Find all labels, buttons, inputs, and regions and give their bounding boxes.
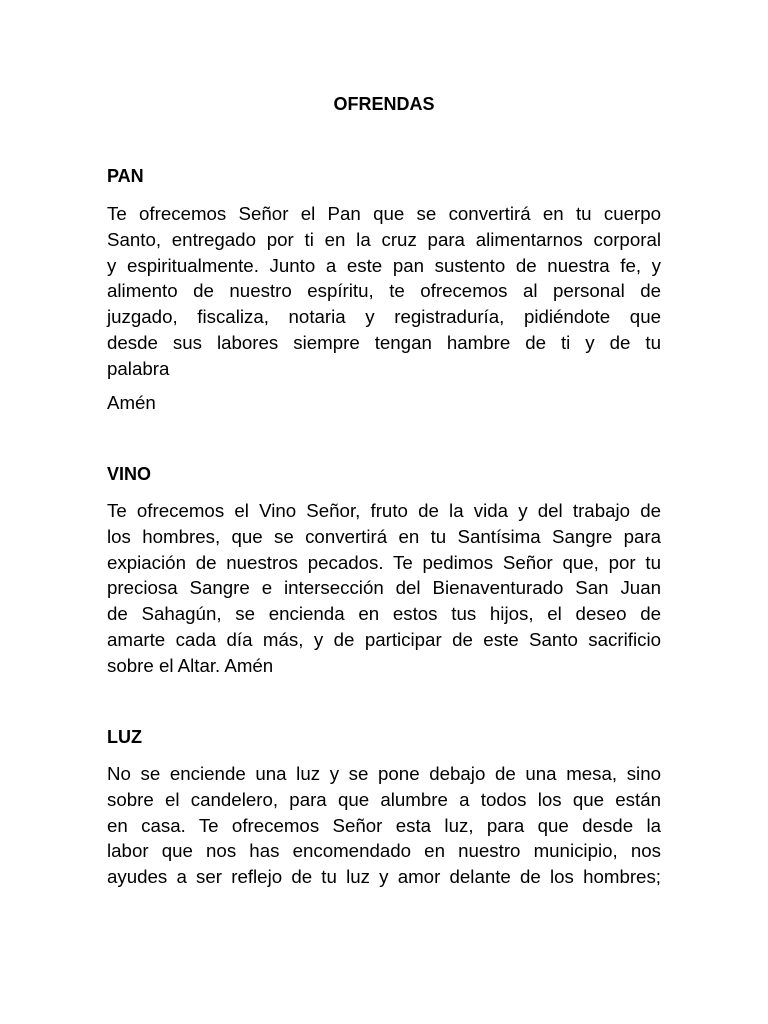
paragraph-line: de Sahagún, se encienda en estos tus hijos, el deseo de bbox=[107, 603, 661, 625]
paragraph-line: juzgado, fiscaliza, notaria y registraduría, pidiéndote que bbox=[107, 306, 661, 328]
paragraph-line: preciosa Sangre e intersección del Bienaventurado San Juan bbox=[107, 577, 661, 599]
paragraph-line: expiación de nuestros pecados. Te pedimos Señor que, por tu bbox=[107, 551, 661, 573]
paragraph-line: desde sus labores siempre tengan hambre de ti y de tu bbox=[107, 331, 661, 353]
section-closing-pan: Amén bbox=[107, 392, 156, 413]
section-body-vino bbox=[107, 498, 661, 679]
paragraph-line: labor que nos has encomendado en nuestro municipio, nos bbox=[107, 840, 661, 862]
paragraph-line: los hombres, que se convertirá en tu Santísima Sangre para bbox=[107, 525, 661, 547]
paragraph-line: palabra bbox=[107, 357, 170, 379]
section-body-pan bbox=[107, 201, 661, 382]
paragraph-line: Te ofrecemos Señor el Pan que se convertirá en tu cuerpo bbox=[107, 203, 661, 224]
paragraph-line: sobre el Altar. Amén bbox=[107, 654, 274, 676]
section-heading-luz: LUZ bbox=[107, 727, 142, 747]
paragraph-line: alimento de nuestro espíritu, te ofrecemos al personal de bbox=[107, 280, 661, 302]
section-heading-vino: VINO bbox=[107, 464, 152, 484]
section-heading-pan: PAN bbox=[107, 166, 144, 186]
section-body-luz bbox=[107, 761, 661, 890]
paragraph-line: Te ofrecemos el Vino Señor, fruto de la vida y del trabajo de bbox=[107, 500, 661, 521]
paragraph-line: sobre el candelero, para que alumbre a todos los que están bbox=[107, 788, 661, 810]
paragraph-line: y espiritualmente. Junto a este pan sustento de nuestra fe, y bbox=[107, 254, 661, 276]
paragraph-line: No se enciende una luz y se pone debajo de una mesa, sino bbox=[107, 763, 661, 784]
paragraph-line: amarte cada día más, y de participar de este Santo sacrificio bbox=[107, 628, 661, 650]
paragraph-line: ayudes a ser reflejo de tu luz y amor delante de los hombres; bbox=[107, 866, 661, 888]
paragraph-line: Santo, entregado por ti en la cruz para alimentarnos corporal bbox=[107, 228, 661, 250]
document-title: OFRENDAS bbox=[333, 94, 435, 114]
paragraph-line: en casa. Te ofrecemos Señor esta luz, para que desde la bbox=[107, 814, 661, 836]
